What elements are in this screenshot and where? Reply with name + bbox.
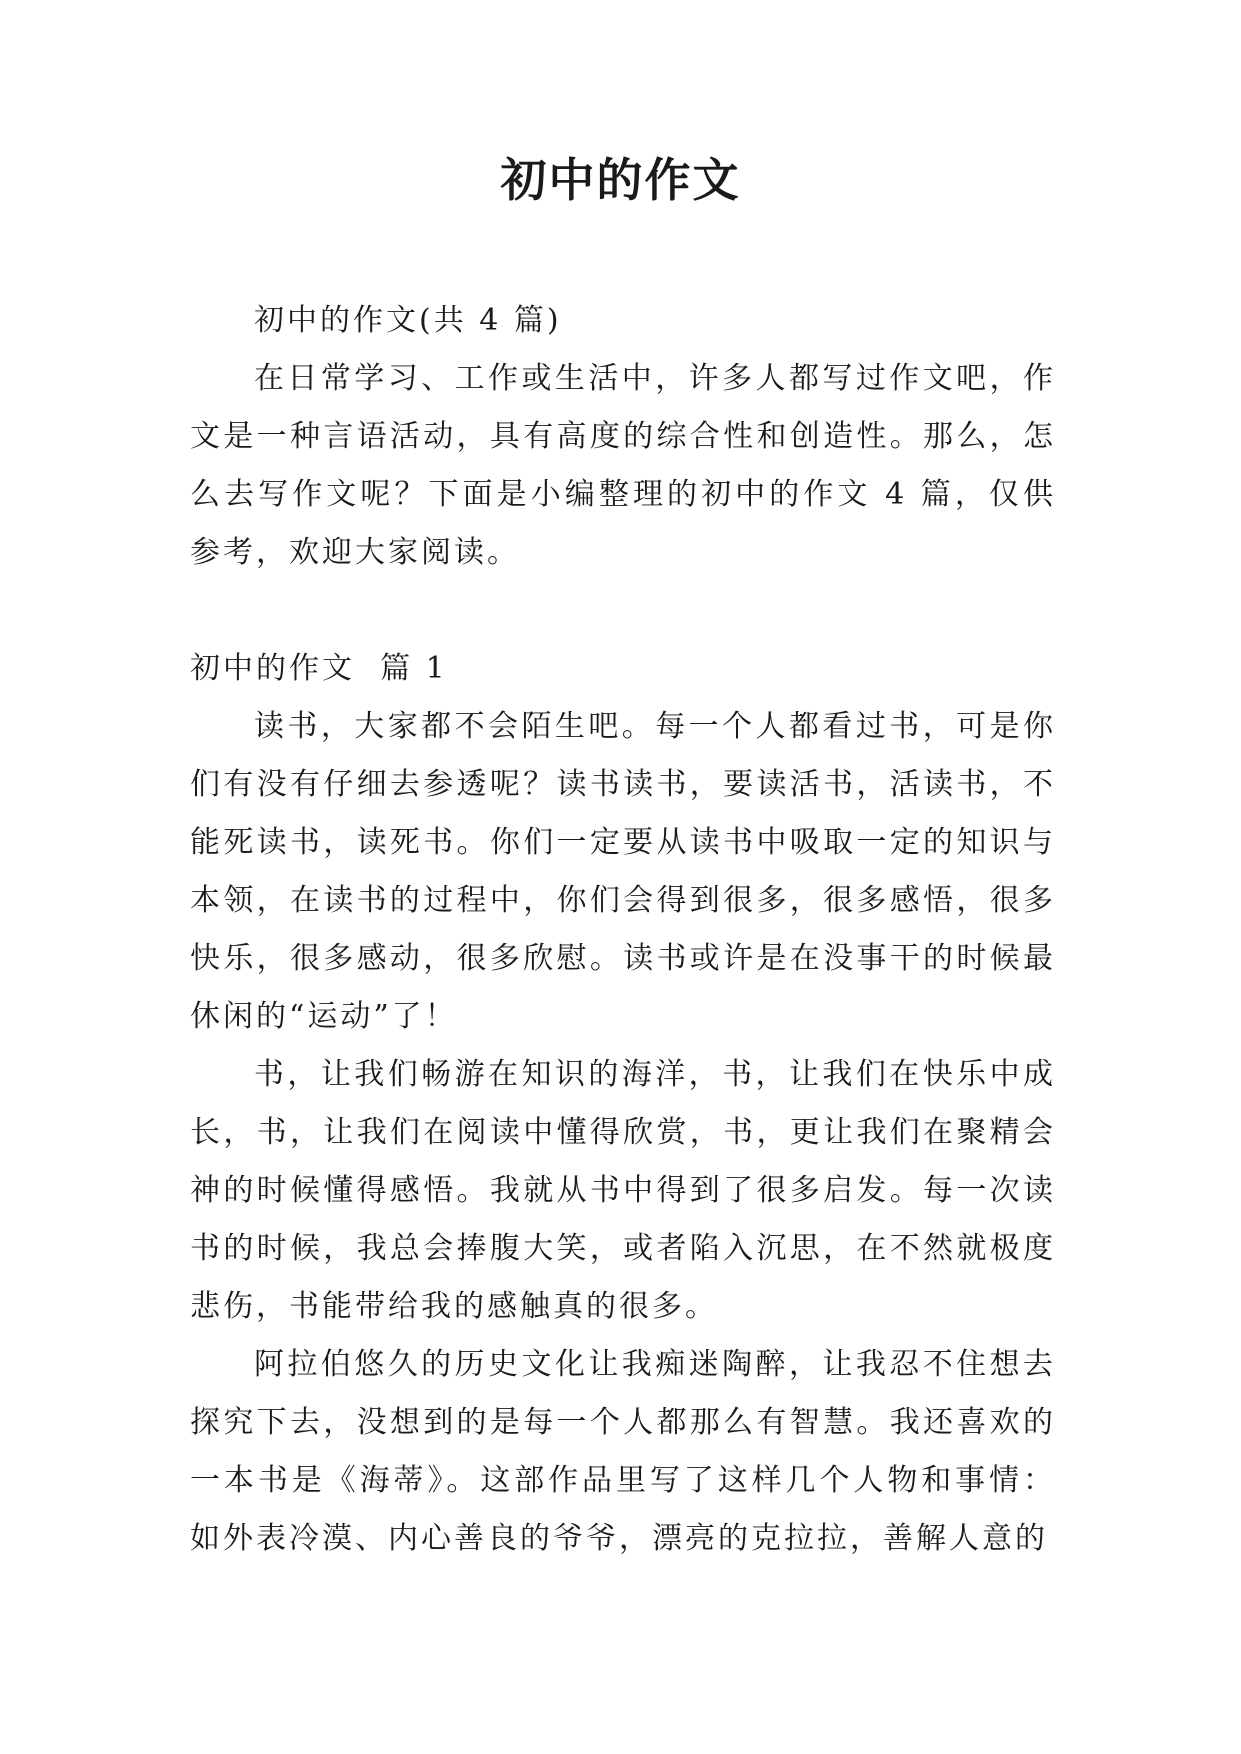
document-body (190, 292, 1056, 1568)
body-paragraph: 阿拉伯悠久的历史文化让我痴迷陶醉，让我忍不住想去探究下去，没想到的是每一个人都那么有智慧。我还喜欢的一本书是《海蒂》。这部作品里写了这样几个人物和事情：如外表冷漠、内心善良的爷爷，漂亮的克拉拉，善解人意的 (190, 1347, 1056, 1556)
section-heading: 初中的作文 篇 1 (190, 651, 448, 686)
document-subtitle: 初中的作文(共 4 篇) (254, 303, 562, 338)
document-title: 初中的作文 (500, 153, 741, 207)
body-paragraph: 书，让我们畅游在知识的海洋，书，让我们在快乐中成长，书，让我们在阅读中懂得欣赏，书，更让我们在聚精会神的时候懂得感悟。我就从书中得到了很多启发。每一次读书的时候，我总会捧腹大笑，或者陷入沉思，在不然就极度悲伤，书能带给我的感触真的很多。 (190, 1057, 1056, 1324)
intro-paragraph: 在日常学习、工作或生活中，许多人都写过作文吧，作文是一种言语活动，具有高度的综合性和创造性。那么，怎么去写作文呢？下面是小编整理的初中的作文 4 篇，仅供参考，欢迎大家阅读。 (190, 361, 1056, 570)
body-paragraph: 读书，大家都不会陌生吧。每一个人都看过书，可是你们有没有仔细去参透呢？读书读书，要读活书，活读书，不能死读书，读死书。你们一定要从读书中吸取一定的知识与本领，在读书的过程中，你们会得到很多，很多感悟，很多快乐，很多感动，很多欣慰。读书或许是在没事干的时候最休闲的“运动”了！ (190, 709, 1056, 1034)
